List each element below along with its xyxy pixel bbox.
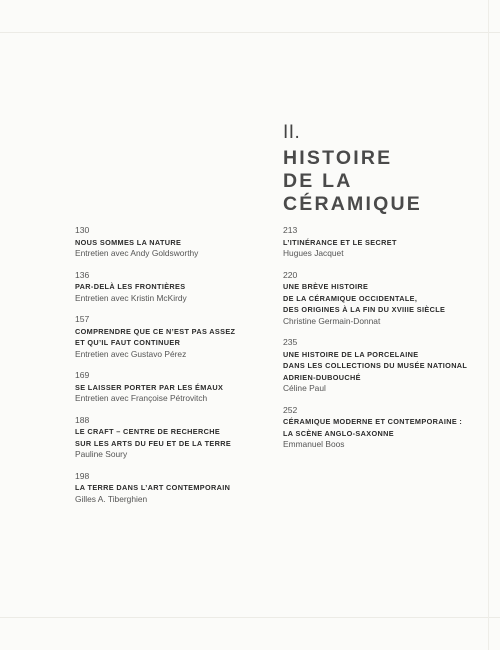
toc-entry (75, 314, 285, 360)
toc-entry-author: Entretien avec Françoise Pétrovitch (75, 393, 208, 403)
toc-entry-title (75, 326, 285, 349)
toc-entry-title-line: ET QU’IL FAUT CONTINUER (75, 338, 181, 347)
toc-entry-author: Christine Germain-Donnat (283, 315, 381, 326)
toc-page-number: 220 (283, 269, 298, 280)
toc-entry-title-line: SE LAISSER PORTER PAR LES ÉMAUX (75, 382, 224, 392)
toc-entry-title (283, 416, 493, 439)
toc-page-number: 198 (75, 470, 90, 481)
toc-entry-author: Pauline Soury (75, 449, 128, 459)
toc-page-number: 136 (75, 269, 90, 280)
toc-entry-title-line: CÉRAMIQUE MODERNE ET CONTEMPORAINE : (283, 417, 463, 426)
toc-entry-author: Entretien avec Gustavo Pérez (75, 348, 187, 359)
toc-entry-title-line: ADRIEN-DUBOUCHÉ (283, 372, 361, 382)
page-top-edge (0, 32, 500, 33)
toc-page-number: 130 (75, 225, 90, 235)
toc-entry-author: Entretien avec Andy Goldsworthy (75, 248, 199, 258)
toc-entry-author: Entretien avec Kristin McKirdy (75, 292, 187, 303)
toc-page-number: 157 (75, 314, 90, 324)
toc-entry-title-line: LE CRAFT – CENTRE DE RECHERCHE (75, 427, 221, 436)
toc-entry (75, 415, 285, 461)
toc-entry-author: Gilles A. Tiberghien (75, 493, 148, 504)
toc-entry-title-line: NOUS SOMMES LA NATURE (75, 237, 182, 247)
toc-entry (283, 225, 493, 260)
toc-entry-title-line: DES ORIGINES À LA FIN DU XVIIIE SIÈCLE (283, 305, 446, 314)
toc-entry-title (75, 482, 285, 494)
section-title-line: CÉRAMIQUE (283, 193, 422, 215)
toc-entry-title-line: L’ITINÉRANCE ET LE SECRET (283, 237, 397, 247)
section-number: II. (283, 122, 301, 143)
toc-entry-author: Céline Paul (283, 383, 326, 393)
toc-right-column (283, 225, 493, 451)
toc-entry (283, 337, 493, 395)
toc-entry-title (75, 426, 285, 449)
toc-entry-title (283, 237, 493, 249)
toc-page-number: 252 (283, 404, 298, 415)
toc-entry (75, 225, 285, 260)
toc-page-number: 169 (75, 370, 90, 380)
toc-entry-title (283, 281, 493, 316)
section-title-line: HISTOIRE (283, 147, 393, 169)
section-title (283, 147, 483, 216)
toc-entry-title-line: PAR-DELÀ LES FRONTIÈRES (75, 282, 186, 291)
page-bottom-edge (0, 617, 500, 618)
toc-entry (75, 270, 285, 305)
toc-entry-title-line: LA SCÈNE ANGLO-SAXONNE (283, 428, 394, 438)
section-heading (283, 122, 483, 216)
section-title-line: DE LA (283, 170, 353, 192)
toc-entry-title-line: DANS LES COLLECTIONS DU MUSÉE NATIONAL (283, 361, 468, 370)
toc-left-column (75, 225, 285, 505)
toc-entry (283, 405, 493, 451)
toc-entry-title (75, 382, 285, 394)
toc-page-number: 213 (283, 225, 298, 235)
toc-entry-title-line: DE LA CÉRAMIQUE OCCIDENTALE, (283, 293, 418, 303)
toc-entry-author: Hugues Jacquet (283, 248, 344, 258)
toc-page-number: 188 (75, 414, 90, 425)
toc-entry (75, 370, 285, 405)
toc-page-number: 235 (283, 337, 298, 347)
toc-entry-title-line: UNE HISTOIRE DE LA PORCELAINE (283, 349, 419, 359)
toc-entry-author: Emmanuel Boos (283, 439, 345, 449)
toc-entry-title-line: COMPRENDRE QUE CE N’EST PAS ASSEZ (75, 326, 236, 336)
toc-entry-title (75, 281, 285, 293)
toc-entry (283, 270, 493, 328)
toc-entry-title (75, 237, 285, 249)
toc-entry-title-line: SUR LES ARTS DU FEU ET DE LA TERRE (75, 438, 232, 448)
toc-entry (75, 471, 285, 506)
toc-entry-title-line: LA TERRE DANS L’ART CONTEMPORAIN (75, 483, 231, 492)
toc-entry-title-line: UNE BRÈVE HISTOIRE (283, 282, 369, 291)
toc-entry-title (283, 349, 493, 384)
